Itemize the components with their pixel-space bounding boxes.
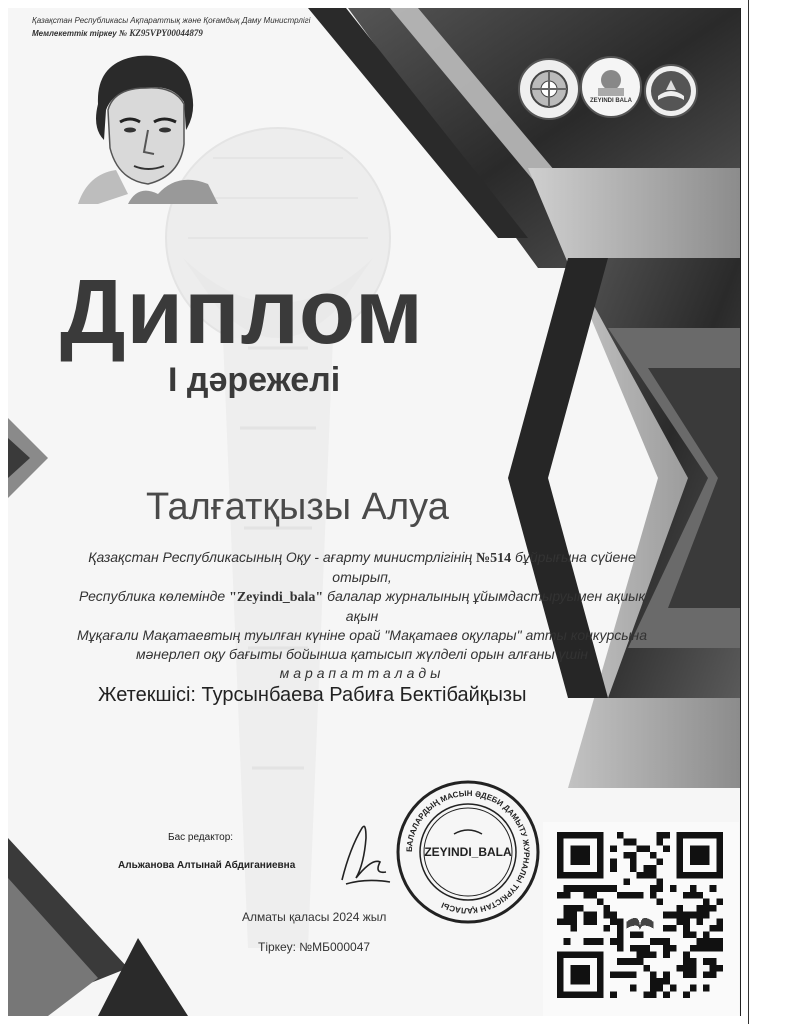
qr-code[interactable] [557, 832, 723, 998]
award-text-segment: мәнерлеп оқу бағыты бойынша қатысып жүлделі орын алғаны үшін [136, 646, 588, 662]
state-registration [32, 28, 203, 38]
diploma-sheet [8, 8, 741, 1016]
handwritten-signature [336, 818, 394, 894]
editor-name: Альжанова Алтынай Абдиганиевна [118, 860, 296, 871]
poet-portrait [68, 44, 218, 204]
award-text-segment: Қазақстан Республикасының Оқу - ағарту министрлігінің [88, 549, 477, 565]
diploma-registration: Тіркеу: №МБ000047 [258, 940, 371, 954]
degree-label: І дәрежелі [168, 361, 341, 399]
diploma-title: Диплом [60, 261, 424, 363]
order-number: №514 [476, 551, 512, 566]
award-text-segment: бұйрығына сүйене отырып, [332, 549, 636, 585]
scan-edge-line [748, 0, 749, 1024]
ministry-line: Қазақстан Республикасы Ақпараттық және Қоғамдық Даму Министрлігі [32, 16, 311, 25]
logo-caption: ZEYINDI BALA [590, 98, 632, 104]
journal-name: "Zeyindi_bala" [229, 590, 324, 605]
recipient-name: Талғатқызы Алуа [146, 486, 449, 528]
supervisor-line: Жетекшісі: Турсынбаева Рабиға Бектібайқызы [98, 684, 527, 706]
qr-code-panel [543, 822, 739, 1016]
registration-number: № KZ95VPY00044879 [118, 28, 203, 38]
award-text-segment: балалар журналының ұйымдастыруымен ақиық ақын [323, 588, 646, 624]
registration-label: Мемлекеттік тіркеу [32, 29, 117, 38]
award-text-segment: Мұқағали Мақатаевтың туылған күніне орай "Мақатаев оқулары" атты конкурсына [76, 627, 648, 643]
city-year: Алматы қаласы 2024 жыл [242, 910, 387, 924]
award-text [62, 548, 662, 683]
official-stamp [394, 778, 542, 926]
stamp-center-text: ZEYINDI_BALA [424, 845, 512, 859]
awarded-word: марапатталады [279, 665, 445, 681]
book-emblem-icon [644, 64, 698, 118]
editor-label: Бас редактор: [168, 832, 234, 843]
state-emblem-icon [518, 58, 580, 120]
stamp-ring-text: БАЛАЛАРДЫҢ МАСЫН ӘДЕБИ ДАМЫТУ ЖУРНАЛЫ ТҮРКІСТАН ҚАЛАСЫ [404, 788, 532, 916]
award-text-segment: Республика көлемінде [78, 588, 230, 604]
zeyindi-bala-logo-icon [580, 56, 642, 118]
